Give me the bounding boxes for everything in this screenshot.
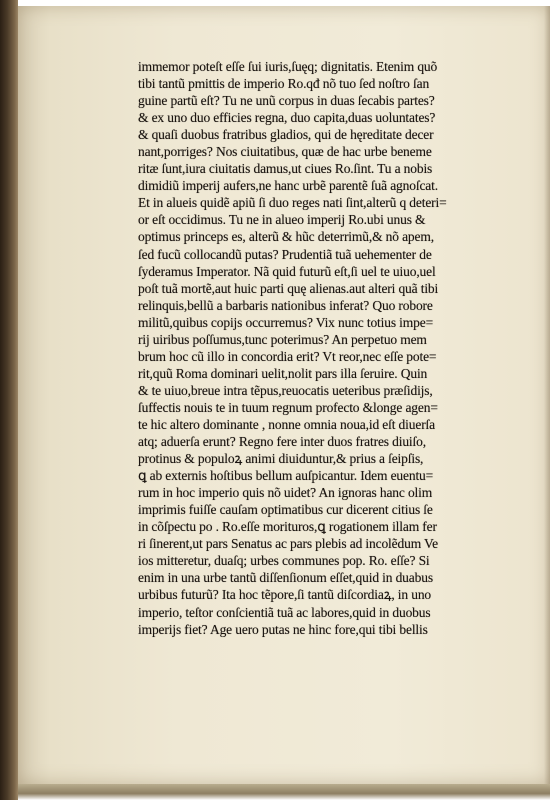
page-bottom-edge <box>18 784 550 800</box>
text-line: immemor poteſt eſſe ſui iuris,ſuęq; dignitatis. Etenim quõ <box>138 59 438 74</box>
text-line: ſyderamus Imperator. Nã quid futurũ eſt,ſi uel te uiuo,uel <box>138 263 436 279</box>
text-line: urbibus futurũ? Ita hoc tẽpore,ſi tantũ diſcordiaꝝ, in uno <box>138 587 432 603</box>
text-line: nant,porriges? Nos ciuitatibus, quæ de hac urbe beneme <box>138 144 432 160</box>
text-line: brum hoc cũ illo in concordia erit? Vt reor,nec eſſe pote= <box>138 348 437 364</box>
book-binding <box>0 0 18 800</box>
text-line: rij uiribus poſſumus,tunc poterimus? An perpetuo mem <box>138 331 427 347</box>
text-line: ſed fucũ collocandũ putas? Prudentiã tuã uehementer de <box>138 246 432 262</box>
text-line: imperijs fiet? Age uero putas ne hinc fore,qui tibi bellis <box>138 621 428 637</box>
text-line: tibi tantũ pmittis de imperio Ro.qđ nõ tuo ſed noſtro ſan <box>138 76 430 92</box>
text-line: ſuffectis nouis te in tuum regnum profecto &longe agen= <box>138 399 438 415</box>
text-line: & te uiuo,breue intra tẽpus,reuocatis ueteribus præſidijs, <box>138 382 433 398</box>
page-edge-shadow <box>544 6 550 784</box>
text-line: in cõſpectu po . Ro.eſſe morituros,ꝗ rogationem illam fer <box>138 519 437 535</box>
text-line: imperio, teſtor conſcientiã tuã ac labores,quid in duobus <box>138 604 431 620</box>
text-line: ꝗ ab externis hoſtibus bellum auſpicantur. Idem euentu= <box>138 468 434 484</box>
text-line: te hic altero dominante , nonne omnia noua,id eſt diuerſa <box>138 416 435 432</box>
text-line: Et in alueis quidẽ apiũ ſi duo reges nati ſint,alterũ q deteri= <box>138 195 447 211</box>
text-line: poſt tuã mortẽ,aut huic parti quę alienas.aut alteri quã tibi <box>138 280 439 296</box>
text-line: atq; aduerſa erunt? Regno fere inter duos fratres diuiſo, <box>138 434 426 450</box>
text-line: militũ,quibus copijs occurremus? Vix nunc totius impe= <box>138 314 434 330</box>
text-line: dimidiũ imperij aufers,ne hanc urbẽ parentẽ ſuã agnoſcat. <box>138 178 438 194</box>
text-line: relinquis,bellũ a barbaris nationibus inferat? Quo robore <box>138 297 433 313</box>
text-line: enim in una urbe tantũ diſſenſionum eſſet,quid in duabus <box>138 570 433 586</box>
text-line: ri ſinerent,ut pars Senatus ac pars plebis ad incolẽdum Ve <box>138 536 438 552</box>
text-column <box>138 58 524 638</box>
text-line: & ex uno duo efficies regna, duo capita,duas uoluntates? <box>138 110 436 126</box>
text-line: rit,quũ Roma dominari uelit,nolit pars illa ſeruire. Quin <box>138 365 428 381</box>
text-line: & quaſi duobus fratribus gladios, qui de hęreditate decer <box>138 127 434 143</box>
text-line: or eſt occidimus. Tu ne in alueo imperij Ro.ubi unus & <box>138 212 426 228</box>
text-line: guine partũ eſt? Tu ne unũ corpus in duas ſecabis partes? <box>138 93 435 109</box>
text-line: optimus princeps es, alterũ & hũc deterrimũ,& nõ apem, <box>138 229 434 245</box>
text-line: protinus & populoꝝ animi diuiduntur,& prius a ſeipſis, <box>138 451 424 467</box>
text-line: imprimis fuiſſe cauſam optimatibus cur dicerent citius ſe <box>138 502 433 518</box>
text-line: rum in hoc imperio quis nõ uidet? An ignoras hanc olim <box>138 485 433 501</box>
text-line: ios mitteretur, duaſq; urbes communes pop. Ro. eſſe? Si <box>138 553 430 569</box>
text-line: ritæ ſunt,iura ciuitatis damus,ut ciues Ro.ſint. Tu a nobis <box>138 161 433 177</box>
